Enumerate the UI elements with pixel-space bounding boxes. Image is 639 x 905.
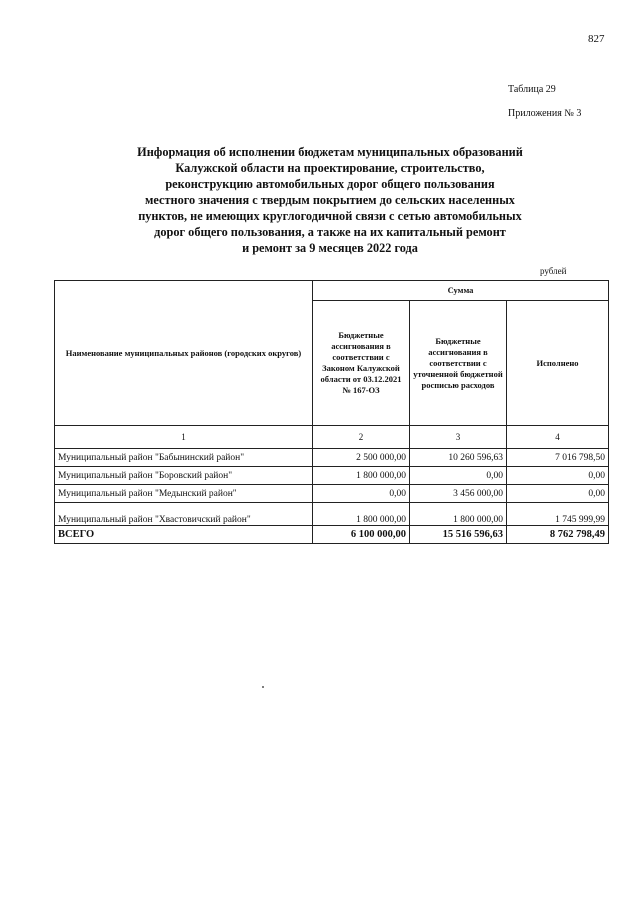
group-header-sum: Сумма <box>313 281 609 301</box>
column-number: 2 <box>313 426 410 449</box>
document-title <box>95 144 565 256</box>
column-header-law: Бюджетные ассигнования в соответствии с Законом Калужской области от 03.12.2021 № 167-ОЗ <box>313 301 410 426</box>
table-header-row <box>55 281 609 301</box>
cell-executed: 0,00 <box>507 485 609 503</box>
column-header-name: Наименование муниципальных районов (городских округов) <box>55 281 313 426</box>
district-name: Муниципальный район "Бабынинский район" <box>55 449 313 467</box>
cell-refined: 0,00 <box>410 467 507 485</box>
column-header-executed: Исполнено <box>507 301 609 426</box>
district-name: Муниципальный район "Хвастовичский район" <box>55 503 313 526</box>
cell-refined: 10 260 596,63 <box>410 449 507 467</box>
units-label: рублей <box>540 266 567 276</box>
title-line: местного значения с твердым покрытием до сельских населенных <box>145 193 515 207</box>
total-label: ВСЕГО <box>55 526 313 544</box>
cell-executed: 0,00 <box>507 467 609 485</box>
cell-executed: 7 016 798,50 <box>507 449 609 467</box>
title-line: пунктов, не имеющих круглогодичной связи с сетью автомобильных <box>138 209 522 223</box>
cell-law: 1 800 000,00 <box>313 467 410 485</box>
cell-executed: 1 745 999,99 <box>507 503 609 526</box>
title-line: и ремонт за 9 месяцев 2022 года <box>242 241 418 255</box>
title-line: Калужской области на проектирование, строительство, <box>175 161 485 175</box>
title-line: Информация об исполнении бюджетам муниципальных образований <box>137 145 523 159</box>
title-line: дорог общего пользования, а также на их капитальный ремонт <box>154 225 506 239</box>
district-name: Муниципальный район "Боровский район" <box>55 467 313 485</box>
title-line: реконструкцию автомобильных дорог общего пользования <box>165 177 495 191</box>
cell-refined: 1 800 000,00 <box>410 503 507 526</box>
total-refined: 15 516 596,63 <box>410 526 507 544</box>
total-executed: 8 762 798,49 <box>507 526 609 544</box>
total-law: 6 100 000,00 <box>313 526 410 544</box>
table-row <box>55 467 609 485</box>
table-number: Таблица 29 <box>508 84 556 95</box>
cell-law: 0,00 <box>313 485 410 503</box>
cell-law: 1 800 000,00 <box>313 503 410 526</box>
column-number: 3 <box>410 426 507 449</box>
budget-table <box>54 280 609 544</box>
cell-law: 2 500 000,00 <box>313 449 410 467</box>
appendix-label: Приложения № 3 <box>508 108 582 119</box>
column-number: 1 <box>55 426 313 449</box>
table-row <box>55 449 609 467</box>
page-number: 827 <box>588 33 605 45</box>
table-row <box>55 485 609 503</box>
table-row <box>55 503 609 526</box>
column-number-row <box>55 426 609 449</box>
cell-refined: 3 456 000,00 <box>410 485 507 503</box>
scan-speck <box>262 686 264 688</box>
column-header-refined: Бюджетные ассигнования в соответствии с уточненной бюджетной росписью расходов <box>410 301 507 426</box>
total-row <box>55 526 609 544</box>
column-number: 4 <box>507 426 609 449</box>
district-name: Муниципальный район "Медынский район" <box>55 485 313 503</box>
